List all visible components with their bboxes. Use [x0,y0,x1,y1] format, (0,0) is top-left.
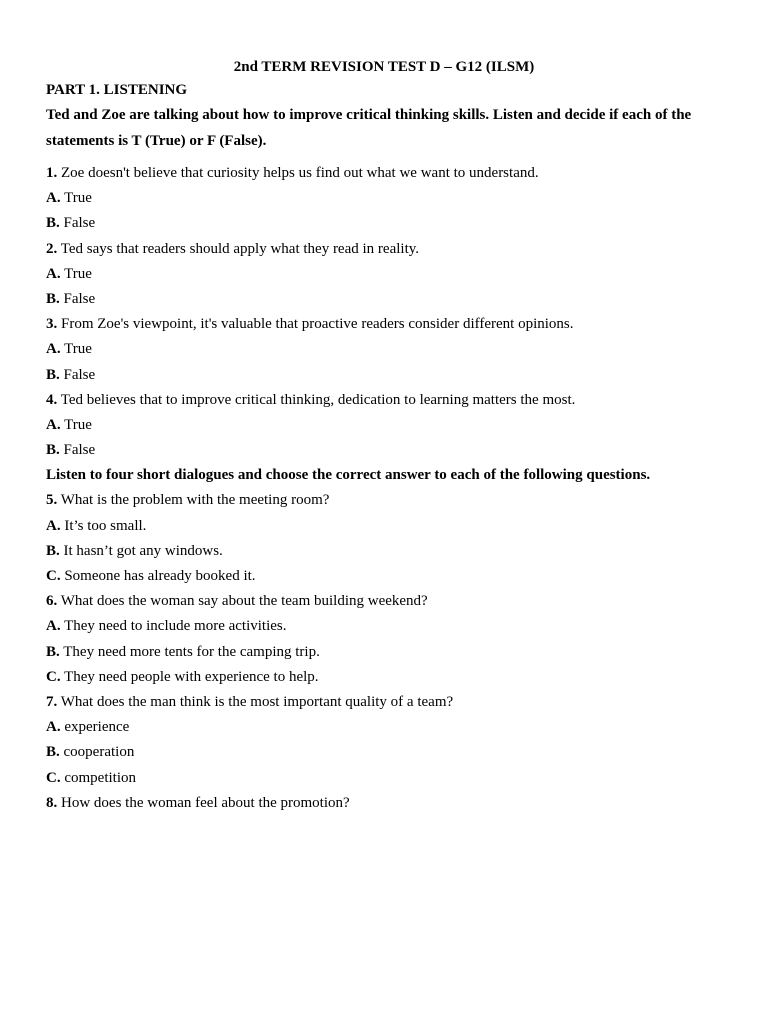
question [46,313,736,338]
question-label: 2. [46,240,58,257]
answer-option-text: They need more tents for the camping trip. [59,643,320,660]
answer-option [46,212,736,237]
question [46,238,736,263]
answer-option-text: It’s too small. [60,517,147,534]
answer-option [46,263,736,288]
answer-option-text: False [59,290,96,307]
question [46,162,736,187]
section-1-instruction: Ted and Zoe are talking about how to improve critical thinking skills. Listen and decide if each of the statements is T (True) or F (False). [46,107,692,149]
answer-option-label: B. [46,442,60,459]
question-label: 5. [46,492,58,509]
answer-option-text: They need people with experience to help. [60,668,319,685]
answer-option [46,565,736,590]
answer-option-text: True [60,190,92,207]
question-label: 3. [46,316,58,333]
question [46,590,736,615]
answer-option-label: B. [46,643,60,660]
question [46,489,736,514]
answer-option [46,767,736,792]
section-2-instruction: Listen to four short dialogues and choose the correct answer to each of the following questions. [46,467,651,484]
answer-option-text: experience [60,719,130,736]
answer-option-text: False [59,366,96,383]
question-label: 4. [46,391,58,408]
answer-option [46,187,736,212]
answer-option-text: It hasn’t got any windows. [59,542,223,559]
answer-option-label: B. [46,366,60,383]
answer-option [46,716,736,741]
answer-option-label: C. [46,668,61,685]
answer-option [46,540,736,565]
answer-option [46,414,736,439]
answer-option-label: A. [46,719,61,736]
question-text: From Zoe's viewpoint, it's valuable that proactive readers consider different opinions. [57,316,574,333]
answer-option-label: A. [46,265,61,282]
answer-option-label: A. [46,517,61,534]
answer-option-label: A. [46,416,61,433]
answer-option-text: cooperation [59,744,135,761]
answer-option-text: False [59,215,96,232]
answer-option-label: A. [46,190,61,207]
answer-option-label: A. [46,618,61,635]
answer-option-text: competition [60,769,136,786]
answer-option-label: B. [46,215,60,232]
answer-option-label: C. [46,568,61,584]
answer-option [46,641,736,666]
part-heading: PART 1. LISTENING [46,82,188,98]
question [46,389,736,414]
question-text: Ted believes that to improve critical thinking, dedication to learning matters the most. [57,391,576,408]
question-label: 1. [46,165,58,181]
answer-option [46,364,736,389]
answer-option [46,515,736,540]
answer-option-text: True [60,265,92,282]
answer-option-label: B. [46,744,60,761]
question-text: Zoe doesn't believe that curiosity helps us find out what we want to understand. [57,165,539,181]
question-list [46,162,736,817]
answer-option-text: True [60,341,92,358]
question-label: 7. [46,693,58,710]
question-text: Ted says that readers should apply what they read in reality. [57,240,420,257]
page-title: 2nd TERM REVISION TEST D – G12 (ILSM) [233,59,535,75]
answer-option [46,338,736,363]
question-text: What does the man think is the most important quality of a team? [57,693,454,710]
answer-option [46,615,736,640]
question [46,792,736,817]
answer-option [46,666,736,691]
question-label: 6. [46,593,58,610]
answer-option [46,288,736,313]
question-text: What does the woman say about the team building weekend? [57,593,428,610]
question-text: What is the problem with the meeting room? [57,492,330,509]
answer-option-text: True [60,416,92,433]
answer-option-label: B. [46,290,60,307]
answer-option-text: They need to include more activities. [60,618,287,635]
answer-option-label: A. [46,341,61,358]
answer-option [46,439,736,464]
question [46,691,736,716]
answer-option [46,741,736,766]
answer-option-label: B. [46,542,60,559]
question-text: How does the woman feel about the promotion? [57,794,350,811]
answer-option-text: False [59,442,96,459]
answer-option-label: C. [46,769,61,786]
answer-option-text: Someone has already booked it. [60,568,256,584]
question-label: 8. [46,794,58,811]
